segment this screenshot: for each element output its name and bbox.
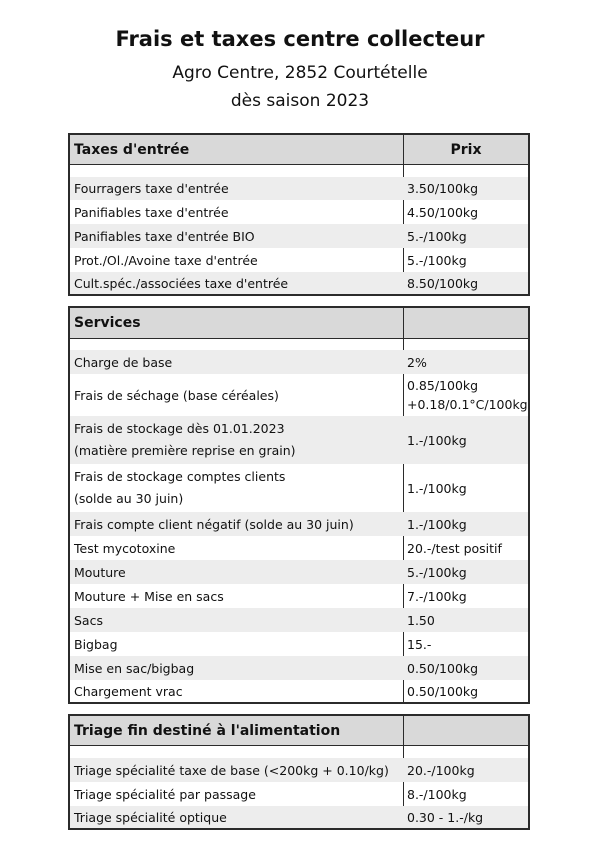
row-label: Cult.spéc./associées taxe d'entrée: [74, 275, 289, 291]
row-label: Fourragers taxe d'entrée: [74, 181, 229, 196]
row-price: 7.-/100kg: [407, 588, 467, 604]
row-price: 5.-/100kg: [407, 228, 467, 244]
row-label: Triage spécialité par passage: [74, 786, 256, 802]
row-price: 1.50: [407, 612, 435, 628]
table-row: [70, 272, 528, 294]
row-price: 4.50/100kg: [407, 204, 479, 220]
document-period: dès saison 2023: [230, 91, 370, 111]
row-price: 15.-: [407, 636, 432, 652]
table-row: [70, 177, 528, 200]
row-label: Mouture + Mise en sacs: [74, 588, 224, 604]
row-label: Panifiables taxe d'entrée: [74, 204, 229, 220]
row-label: Panifiables taxe d'entrée BIO: [74, 228, 255, 244]
table-row: [70, 536, 528, 560]
row-price: 0.30 - 1.-/kg: [407, 809, 484, 825]
row-label: Triage spécialité optique: [74, 809, 227, 825]
table-row: [70, 248, 528, 272]
row-label: [74, 464, 400, 512]
table-row: [70, 632, 528, 656]
row-price: 2%: [407, 354, 427, 370]
row-price-line: 0.85/100kg: [407, 378, 479, 393]
table-row: [70, 584, 528, 608]
row-price: 1.-/100kg: [407, 432, 467, 448]
table-row: [70, 350, 528, 374]
document-title: Frais et taxes centre collecteur: [115, 27, 485, 51]
row-label: Mise en sac/bigbag: [74, 660, 195, 676]
row-label: Chargement vrac: [74, 683, 183, 699]
services-header-label: Services: [74, 315, 141, 331]
row-price: 8.-/100kg: [407, 786, 467, 802]
document-subtitle: Agro Centre, 2852 Courtételle: [172, 63, 428, 83]
table-row: [70, 512, 528, 536]
services-table-header: [70, 308, 528, 339]
price-header-label: Prix: [450, 141, 482, 158]
row-price: [407, 374, 527, 416]
table-row: [70, 224, 528, 248]
row-label: Frais compte client négatif (solde au 30 juin): [74, 516, 354, 532]
taxes-table: [68, 133, 530, 296]
row-price: 20.-/100kg: [407, 762, 475, 778]
row-label: Frais de séchage (base céréales): [74, 387, 279, 403]
row-label: Sacs: [74, 612, 103, 628]
table-row: [70, 680, 528, 702]
row-price: 3.50/100kg: [407, 181, 479, 196]
taxes-table-header: [70, 135, 528, 165]
row-price-line: +0.18/0.1°C/100kg: [407, 397, 528, 412]
services-table: [68, 306, 530, 704]
triage-table-header: [70, 716, 528, 746]
row-label-line: (matière première reprise en grain): [74, 443, 296, 458]
table-row: [70, 464, 528, 512]
row-price: 8.50/100kg: [407, 275, 479, 291]
table-row: [70, 416, 528, 464]
row-label-line: (solde au 30 juin): [74, 491, 184, 506]
table-row: [70, 608, 528, 632]
triage-header-price: [404, 716, 528, 745]
row-label: Triage spécialité taxe de base (<200kg + 0.10/kg): [74, 762, 389, 778]
taxes-header-label: Taxes d'entrée: [74, 141, 190, 158]
table-row: [70, 782, 528, 806]
table-row: [70, 200, 528, 224]
row-price: 5.-/100kg: [407, 252, 467, 268]
table-row: [70, 758, 528, 782]
row-price: 1.-/100kg: [407, 480, 467, 496]
triage-header-label: Triage fin destiné à l'alimentation: [74, 722, 341, 739]
row-price: 0.50/100kg: [407, 660, 479, 676]
row-label: Prot./Ol./Avoine taxe d'entrée: [74, 252, 258, 268]
triage-table: [68, 714, 530, 830]
row-price: 0.50/100kg: [407, 683, 479, 699]
row-price: 1.-/100kg: [407, 516, 467, 532]
table-row: [70, 374, 528, 416]
row-label: Test mycotoxine: [74, 540, 176, 556]
table-row: [70, 560, 528, 584]
table-row: [70, 806, 528, 828]
table-row: [70, 656, 528, 680]
row-label: Charge de base: [74, 354, 173, 370]
row-label-line: Frais de stockage comptes clients: [74, 469, 286, 484]
row-label: Bigbag: [74, 636, 118, 652]
services-header-price: [404, 308, 528, 338]
row-label: [74, 416, 400, 464]
row-label: Mouture: [74, 564, 126, 580]
row-price: 20.-/test positif: [407, 540, 502, 556]
row-label-line: Frais de stockage dès 01.01.2023: [74, 421, 285, 436]
row-price: 5.-/100kg: [407, 564, 467, 580]
